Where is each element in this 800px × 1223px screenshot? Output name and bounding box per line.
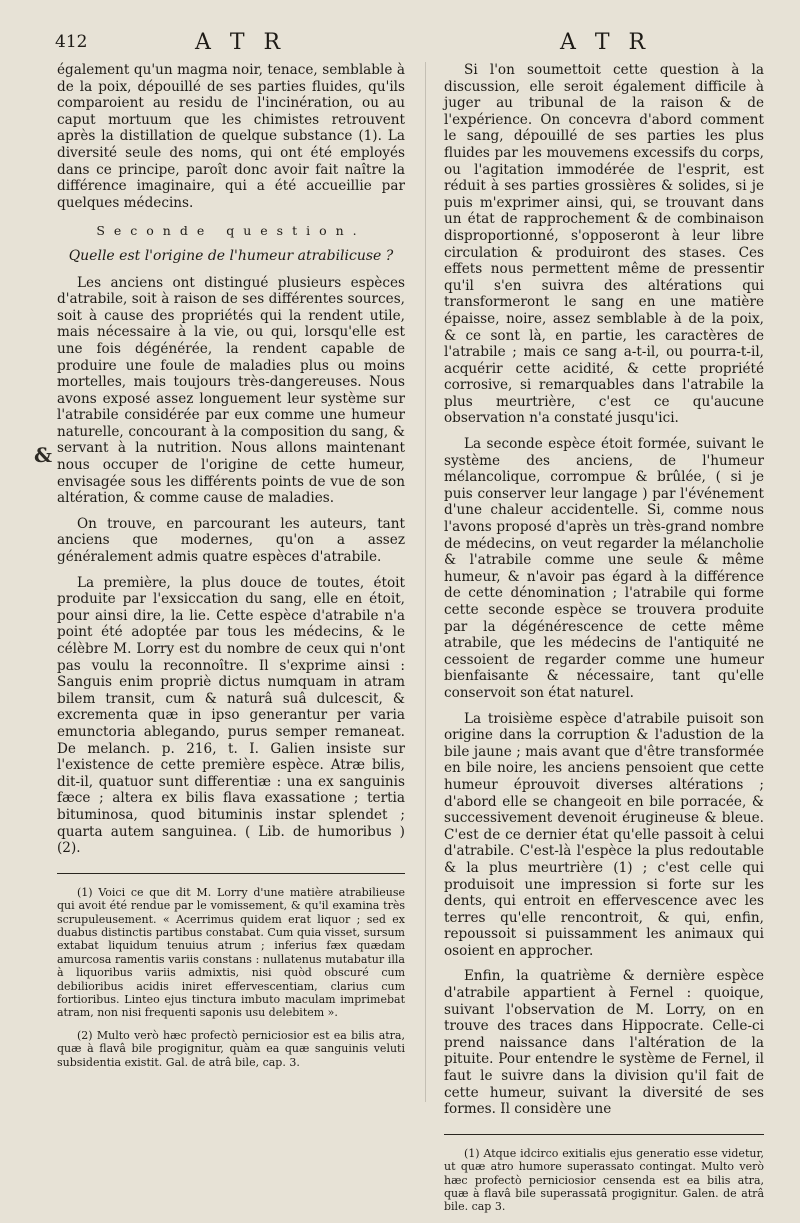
footnote: (2) Multo verò hæc profectò perniciosior est ea bilis atra, quæ à flavâ bile progignitur, quàm ea quæ sanguinis veluti subsidentia existit. Gal. de atrâ bile, cap. 3.	[57, 1028, 405, 1069]
paragraph: La première, la plus douce de toutes, étoit produite par l'exsiccation du sang, elle en étoit, pour ainsi dire, la lie. Cette espèce d'atrabile n'a point été adoptée par tous les médecins, & le célèbre M. Lorry est du nombre de ceux qui n'ont pas voulu la reconnoître. Il s'exprime ainsi : Sanguis enim propriè dictus numquam in atram bilem transit, cum & naturâ suâ dulcescit, & excrementa quæ in ipso generantur per varia emunctoria ablegando, purus semper remaneat. De melanch. p. 216, t. I. Galien insiste sur l'existence de cette première espèce. Atræ bilis, dit-il, quatuor sunt differentiæ : una ex sanguinis fæce ; altera ex bilis flava exassatione ; tertia bituminosa, quod bituminis instar splendet ; quarta autem sanguinea. ( Lib. de humoribus ) (2).	[57, 574, 405, 857]
running-head-left: A T R	[195, 30, 287, 55]
running-head-right: A T R	[560, 30, 652, 55]
left-column	[57, 62, 405, 1078]
footnote: (1) Atque idcirco exitialis ejus generatio esse videtur, ut quæ atro humore superassato contingat. Multo verò hæc profectò perniciosior censenda est ea bilis atra, quæ à flavâ bile superassatâ progignitur. Galen. de atrâ bile. cap 3.	[444, 1146, 764, 1214]
right-column	[444, 62, 764, 1223]
footnote-divider	[57, 873, 405, 874]
section-subtitle: Quelle est l'origine de l'humeur atrabilicuse ?	[68, 247, 394, 264]
paragraph: également qu'un magma noir, tenace, semblable à de la poix, dépouillé de ses parties fluides, qu'ils comparoient au residu de l'incinération, ou au caput mortuum que les chimistes retrouvent après la distillation de quelque substance (1). La diversité seule des noms, qui ont été employés dans ce principe, paroît donc avoir fait naître la différence imaginaire, qui a été accueillie par quelques médecins.	[57, 62, 405, 211]
paragraph: La seconde espèce étoit formée, suivant le système des anciens, de l'humeur mélancolique, corrompue & brûlée, ( si je puis conserver leur langage ) par l'événement d'une chaleur accidentelle. Si, comme nous l'avons proposé d'après un très-grand nombre de médecins, on veut regarder la mélancholie & l'atrabile comme une seule & même humeur, & n'avoir pas égard à la différence de cette dénomination ; l'atrabile qui forme cette seconde espèce se trouvera produite par la dégénérescence de cette même atrabile, que les médecins de l'antiquité ne cessoient de regarder comme une humeur bienfaisante & nécessaire, tant qu'elle conservoit son état naturel.	[444, 436, 764, 701]
paragraph: La troisième espèce d'atrabile puisoit son origine dans la corruption & l'adustion de la bile jaune ; mais avant que d'être transformée en bile noire, les anciens pensoient que cette humeur éprouvoit diverses altérations ; d'abord elle se changeoit en bile porracée, & successivement devenoit érugineuse & bleue. C'est de ce dernier état qu'elle passoit à celui d'atrabile. C'est-là l'espèce la plus redoutable & la plus meurtrière (1) ; c'est celle qui produisoit une impression si forte sur les dents, qui entroit en effervescence avec les terres qu'elle rencontroit, & qui, enfin, repoussoit si puissamment les animaux qui osoient en approcher.	[444, 710, 764, 959]
footnote-divider	[444, 1134, 764, 1135]
margin-mark: &	[34, 443, 53, 467]
page-number: 412	[55, 32, 88, 52]
paragraph: Enfin, la quatrième & dernière espèce d'atrabile appartient à Fernel : quoique, suivant l'observation de M. Lorry, on en trouve des traces dans Hippocrate. Celle-ci prend naissance dans l'altération de la pituite. Pour entendre le système de Fernel, il faut le suivre dans la division qu'il fait de cette humeur, suivant la diversité de ses formes. Il considère une	[444, 968, 764, 1118]
paragraph: Les anciens ont distingué plusieurs espèces d'atrabile, soit à raison de ses différentes sources, soit à cause des propriétés qui la rendent utile, mais nécessaire à la vie, ou qui, lorsqu'elle est une fois dégénérée, la rendent capable de produire une foule de maladies plus ou moins mortelles, mais toujours très-dangereuses. Nous avons exposé assez longuement leur système sur l'atrabile considérée par eux comme une humeur naturelle, concourant à la composition du sang, & servant à la nutrition. Nous allons maintenant nous occuper de l'origine de cette humeur, envisagée sous les différents points de vue de son altération, & comme cause de maladies.	[57, 274, 405, 507]
column-gutter	[425, 62, 426, 1102]
paragraph: Si l'on soumettoit cette question à la discussion, elle seroit également difficile à juger au tribunal de la raison & de l'expérience. On concevra d'abord comment le sang, dépouillé de ses parties les plus fluides par les mouvemens excessifs du corps, ou l'agitation immodérée de l'esprit, est réduit à ses parties grossières & solides, si je puis m'exprimer ainsi, qui, se trouvant dans un état de rapprochement & de combinaison disproportionné, s'opposeront à leur libre circulation & produiront des stases. Ces effets nous permettent même de pressentir qu'il s'en suivra des altérations qui transformeront le sang en une matière épaisse, noire, assez semblable à de la poix, & ce sont là, en partie, les caractères de l'atrabile ; mais ce sang a-t-il, ou pourra-t-il, acquérir cette acidité, & cette propriété corrosive, si remarquables dans l'atrabile la plus meurtrière, c'est ce qu'aucune observation n'a constaté jusqu'ici.	[444, 62, 764, 427]
section-title: Seconde question.	[96, 223, 366, 239]
footnote: (1) Voici ce que dit M. Lorry d'une matière atrabilieuse qui avoit été rendue par le vomissement, & qu'il examina très scrupuleusement. « Acerrimus quidem erat liquor ; sed ex duabus distinctis partibus constabat. Cum quia visset, sursum extabat liquidum tenuius atrum ; inferius fæx quædam amurcosa ramentis variis constans : nullatenus mutabatur illa à liquoribus variis admixtis, nisi quòd obscuré cum debilioribus acidis iniret effervescentiam, clarius cum fortioribus. Linteo ejus tinctura imbuto maculam imprimebat atram, non nisi frequenti saponis usu delebitem ».	[57, 885, 405, 1020]
page-header	[55, 30, 760, 58]
paragraph: On trouve, en parcourant les auteurs, tant anciens que modernes, qu'on a assez généralement admis quatre espèces d'atrabile.	[57, 515, 405, 566]
